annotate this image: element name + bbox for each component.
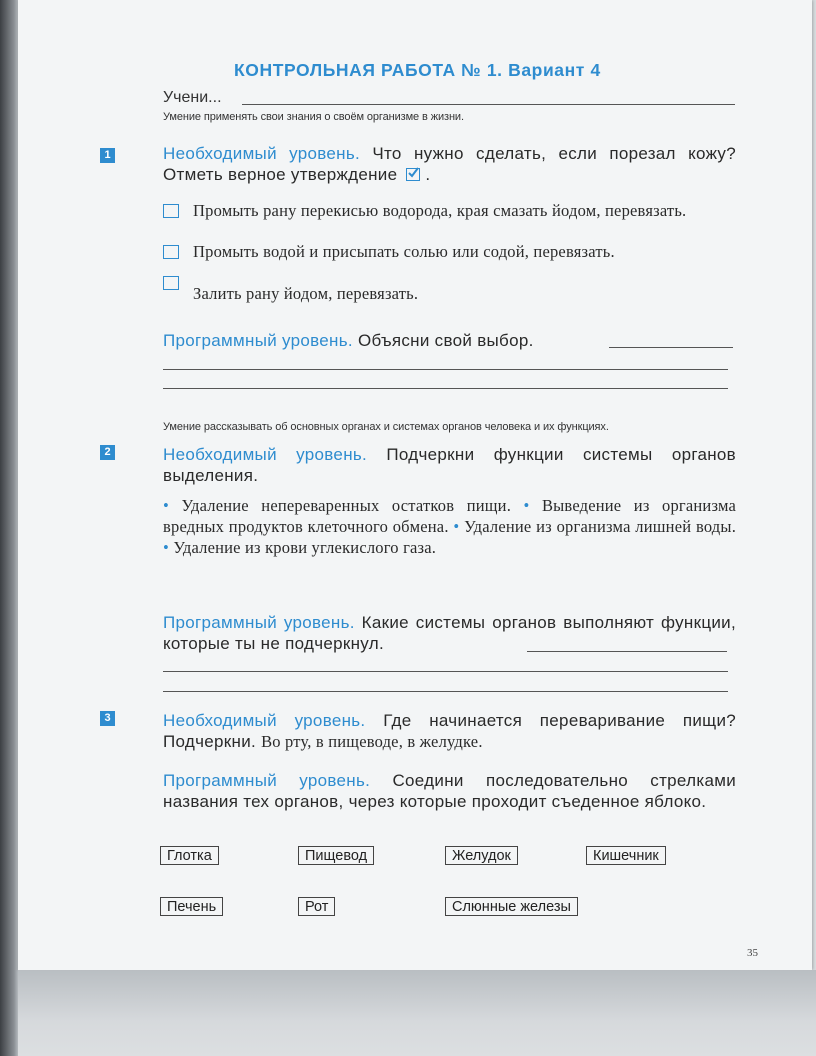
task3-question bbox=[163, 710, 736, 752]
bullet-icon: • bbox=[163, 496, 169, 515]
bullet-icon: • bbox=[163, 538, 169, 557]
task3-program-question: Соедини последовательно стрелками названия тех органов, через которые проходит съеденное яблоко. bbox=[163, 771, 736, 811]
task3-question-text: Где начинается переваривание пищи? Подчеркни. bbox=[163, 711, 736, 751]
page-title: КОНТРОЛЬНАЯ РАБОТА № 1. Вариант 4 bbox=[234, 60, 601, 80]
bullet-icon: • bbox=[523, 496, 530, 515]
task2-functions bbox=[163, 495, 736, 558]
task3-level-program: Программный уровень. bbox=[163, 771, 371, 790]
organ-box-zheludok[interactable]: Желудок bbox=[445, 846, 518, 865]
task3-level-required: Необходимый уровень. bbox=[163, 711, 366, 730]
task1-question bbox=[163, 143, 736, 185]
organ-box-slyunnye-zhelezy[interactable]: Слюнные железы bbox=[445, 897, 578, 916]
organ-box-pechen[interactable]: Печень bbox=[160, 897, 223, 916]
answer-line[interactable] bbox=[163, 388, 728, 389]
page-number: 35 bbox=[747, 947, 758, 959]
organ-box-pishchevod[interactable]: Пищевод bbox=[298, 846, 374, 865]
organ-box-glotka[interactable]: Глотка bbox=[160, 846, 219, 865]
checkmark-icon bbox=[406, 168, 420, 181]
task-number-3: 3 bbox=[100, 711, 115, 726]
task3-program bbox=[163, 770, 736, 812]
function-item[interactable]: Выведение из организма вредных продуктов клеточного обмена. bbox=[163, 496, 736, 536]
option-1: Промыть рану перекисью водорода, края смазать йодом, перевязать. bbox=[193, 201, 687, 220]
function-item[interactable]: Удаление из крови углекислого газа. bbox=[173, 538, 437, 557]
task-number-2: 2 bbox=[100, 445, 115, 460]
task2-question-text: Подчеркни функции системы органов выделения. bbox=[163, 445, 736, 485]
answer-line[interactable] bbox=[163, 369, 728, 370]
task1-level-program: Программный уровень. bbox=[163, 331, 353, 350]
skill-description-1: Умение применять свои знания о своём организме в жизни. bbox=[163, 111, 464, 123]
task1-program bbox=[163, 330, 534, 351]
book-binding bbox=[0, 0, 20, 1056]
task1-level-required: Необходимый уровень. bbox=[163, 144, 361, 163]
organ-box-rot[interactable]: Рот bbox=[298, 897, 335, 916]
option-checkbox-3[interactable] bbox=[163, 276, 179, 290]
task1-question-end: . bbox=[425, 165, 431, 184]
option-checkbox-2[interactable] bbox=[163, 245, 179, 259]
student-label: Учени... bbox=[163, 89, 222, 106]
task2-program bbox=[163, 612, 736, 654]
option-checkbox-1[interactable] bbox=[163, 204, 179, 218]
page-bottom-shadow bbox=[18, 970, 816, 1056]
organ-box-kishechnik[interactable]: Кишечник bbox=[586, 846, 666, 865]
answer-line[interactable] bbox=[527, 651, 727, 652]
task2-program-question: Какие системы органов выполняют функции, которые ты не подчеркнул. bbox=[163, 613, 736, 653]
student-name-line[interactable] bbox=[242, 104, 735, 105]
option-2: Промыть водой и присыпать солью или содой, перевязать. bbox=[193, 242, 615, 261]
skill-description-2: Умение рассказывать об основных органах и системах органов человека и их функциях. bbox=[163, 421, 609, 433]
task-number-1: 1 bbox=[100, 148, 115, 163]
task2-question bbox=[163, 444, 736, 486]
answer-line[interactable] bbox=[163, 671, 728, 672]
option-3: Залить рану йодом, перевязать. bbox=[193, 284, 419, 303]
task2-level-program: Программный уровень. bbox=[163, 613, 355, 632]
answer-line[interactable] bbox=[609, 347, 733, 348]
answer-line[interactable] bbox=[163, 691, 728, 692]
task2-level-required: Необходимый уровень. bbox=[163, 445, 368, 464]
bullet-icon: • bbox=[453, 517, 460, 536]
task1-program-question: Объясни свой выбор. bbox=[357, 331, 534, 350]
task1-question-text: Что нужно сделать, если порезал кожу? Отметь верное утверждение bbox=[163, 144, 736, 184]
task3-answers[interactable]: Во рту, в пищеводе, в желудке. bbox=[261, 732, 483, 751]
function-item[interactable]: Удаление непереваренных остатков пищи. bbox=[181, 496, 512, 515]
function-item[interactable]: Удаление из организма лишней воды. bbox=[464, 517, 737, 536]
